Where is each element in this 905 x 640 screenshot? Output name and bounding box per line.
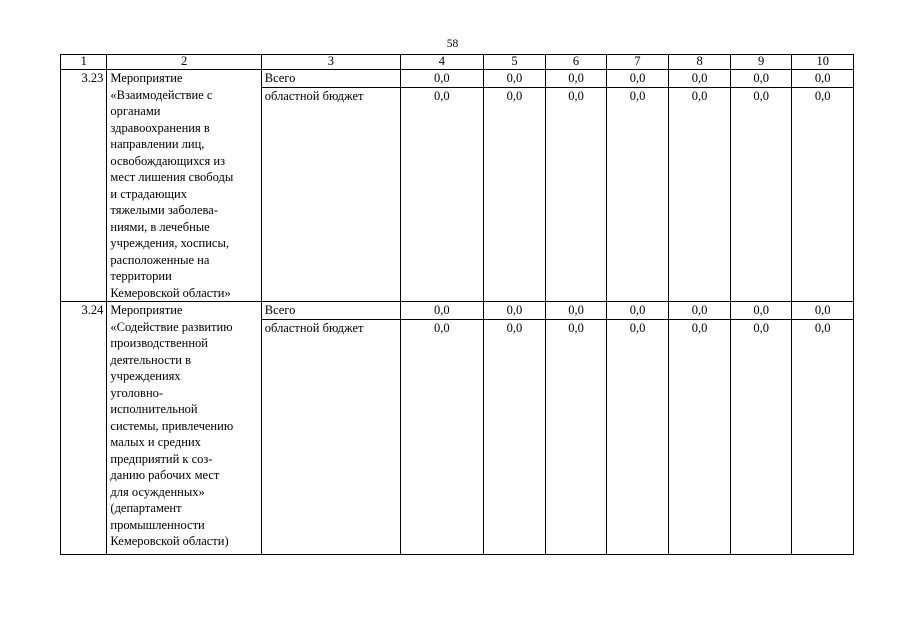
activity-name: Мероприятие «Взаимодействие с органами здравоохранения в направлении лиц, освобождающихся из мест лишения свободы и страдающих тяжелыми заболева- ниями, в лечебные учреждения, хосписы, расположенные на территории Кемеровской области» <box>107 70 261 302</box>
header-cell: 3 <box>261 55 400 70</box>
value-cell: 0,0 <box>792 302 854 320</box>
header-cell: 10 <box>792 55 854 70</box>
funding-source: Всего <box>261 70 400 88</box>
value-cell: 0,0 <box>546 88 607 302</box>
value-cell: 0,0 <box>483 302 546 320</box>
header-cell: 2 <box>107 55 261 70</box>
value-cell: 0,0 <box>483 320 546 555</box>
funding-source: областной бюджет <box>261 88 400 302</box>
value-cell: 0,0 <box>730 70 792 88</box>
funding-source: Всего <box>261 302 400 320</box>
header-cell: 9 <box>730 55 792 70</box>
value-cell: 0,0 <box>483 88 546 302</box>
row-number: 3.23 <box>61 70 107 302</box>
row-number: 3.24 <box>61 302 107 555</box>
value-cell: 0,0 <box>546 302 607 320</box>
activity-name: Мероприятие «Содействие развитию производственной деятельности в учреждениях уголовно- исполнительной системы, привлечению малых и средних предприятий к соз- данию рабочих мест для осужденных» (департамент промышленности Кемеровской области) <box>107 302 261 555</box>
value-cell: 0,0 <box>606 70 669 88</box>
value-cell: 0,0 <box>669 302 731 320</box>
header-cell: 8 <box>669 55 731 70</box>
value-cell: 0,0 <box>792 88 854 302</box>
header-row <box>61 55 854 70</box>
header-cell: 7 <box>606 55 669 70</box>
value-cell: 0,0 <box>730 320 792 555</box>
value-cell: 0,0 <box>483 70 546 88</box>
table-row <box>61 70 854 88</box>
value-cell: 0,0 <box>730 302 792 320</box>
value-cell: 0,0 <box>730 88 792 302</box>
value-cell: 0,0 <box>546 70 607 88</box>
value-cell: 0,0 <box>669 70 731 88</box>
value-cell: 0,0 <box>400 70 483 88</box>
value-cell: 0,0 <box>606 88 669 302</box>
value-cell: 0,0 <box>546 320 607 555</box>
funding-source: областной бюджет <box>261 320 400 555</box>
value-cell: 0,0 <box>792 320 854 555</box>
value-cell: 0,0 <box>669 88 731 302</box>
header-cell: 5 <box>483 55 546 70</box>
value-cell: 0,0 <box>400 302 483 320</box>
page-number: 58 <box>446 38 459 50</box>
value-cell: 0,0 <box>606 302 669 320</box>
header-cell: 1 <box>61 55 107 70</box>
header-cell: 4 <box>400 55 483 70</box>
value-cell: 0,0 <box>400 320 483 555</box>
value-cell: 0,0 <box>606 320 669 555</box>
value-cell: 0,0 <box>669 320 731 555</box>
table-row <box>61 302 854 320</box>
value-cell: 0,0 <box>792 70 854 88</box>
header-cell: 6 <box>546 55 607 70</box>
budget-table <box>60 54 854 555</box>
value-cell: 0,0 <box>400 88 483 302</box>
